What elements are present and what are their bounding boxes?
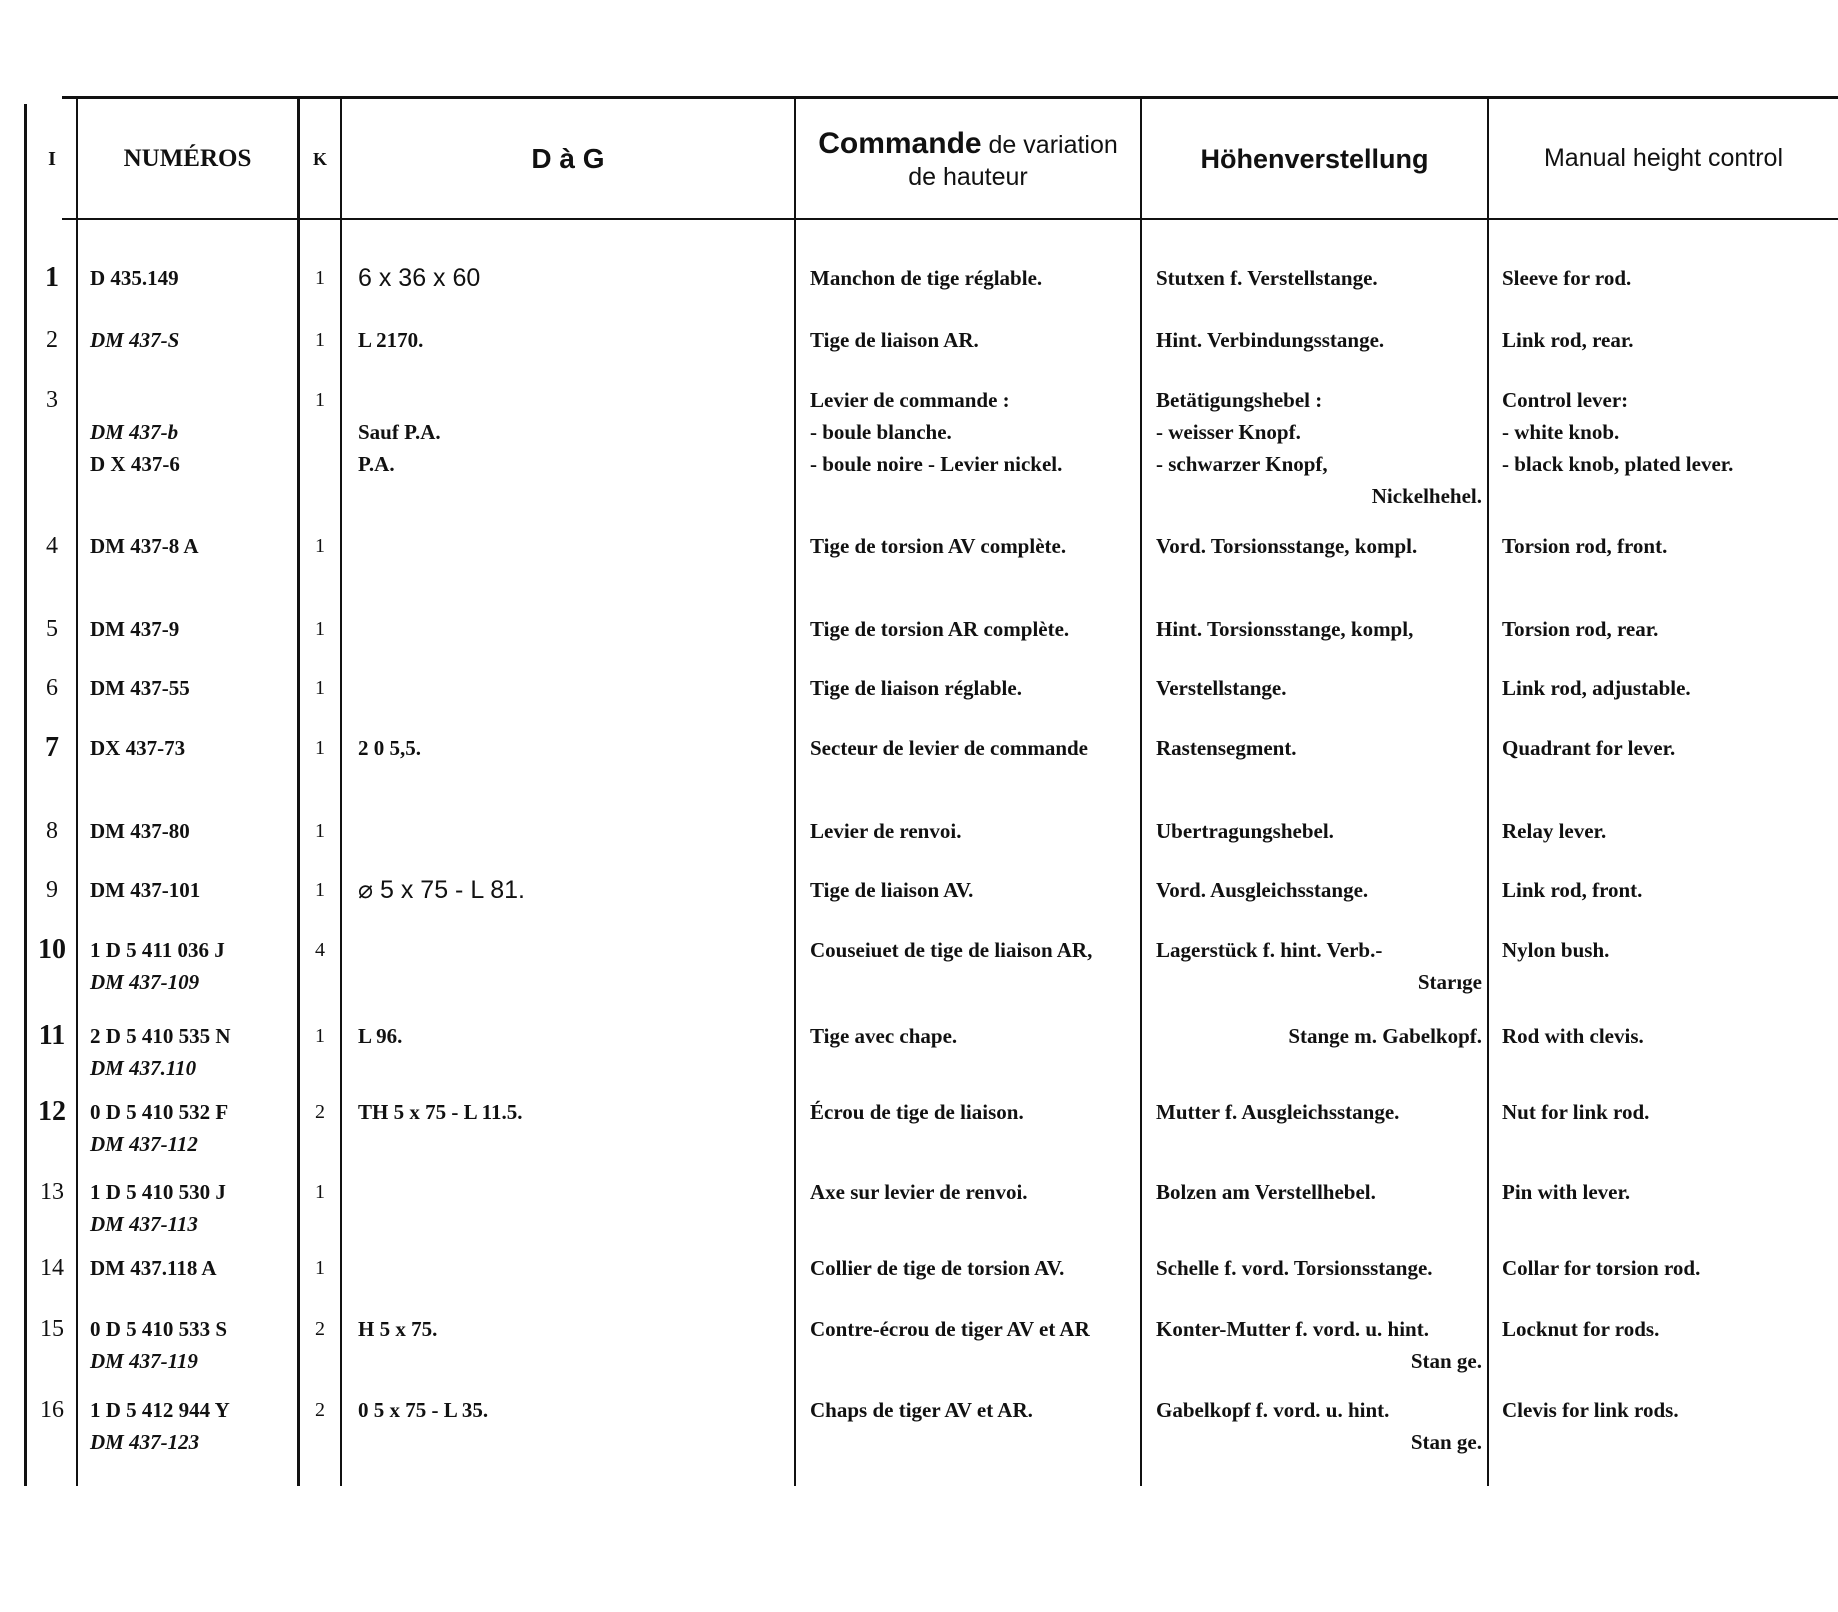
description-de — [1156, 613, 1482, 645]
description-fr — [810, 874, 1140, 906]
row-quantity: 1 — [315, 1257, 325, 1279]
description-fr — [810, 672, 1140, 704]
description-fr — [810, 384, 1140, 480]
description-en — [1502, 384, 1832, 480]
part-number — [90, 1252, 295, 1284]
description-fr-line: Secteur de levier de commande — [810, 736, 1088, 760]
dimension-line — [358, 1176, 788, 1208]
description-de-line: Hint. Verbindungsstange. — [1156, 328, 1385, 352]
part-number-line: 2 D 5 410 535 N — [90, 1024, 231, 1048]
description-fr — [810, 1020, 1140, 1052]
description-fr — [810, 815, 1140, 847]
description-fr — [810, 1176, 1140, 1208]
part-number — [90, 934, 295, 998]
header-en: Manual height control — [1543, 144, 1784, 173]
description-en-line: Sleeve for rod. — [1502, 266, 1632, 290]
dimension-line: ⌀ 5 x 75 - L 81. — [358, 876, 525, 904]
part-number-line: D X 437-6 — [90, 452, 180, 476]
row-quantity: 1 — [315, 389, 325, 411]
dimension-line — [358, 613, 788, 645]
part-number — [90, 1313, 295, 1377]
description-de-line: Stange m. Gabelkopf. — [1288, 1024, 1482, 1048]
description-fr-line: Levier de commande : — [810, 388, 1010, 412]
header-fr — [796, 98, 1140, 220]
description-en-line: Relay lever. — [1502, 819, 1607, 843]
dimension — [358, 384, 788, 480]
dimension-line: H 5 x 75. — [358, 1317, 438, 1341]
part-number — [90, 1176, 295, 1240]
part-number-line: DM 437-9 — [90, 617, 180, 641]
description-de-line: Stutxen f. Verstellstange. — [1156, 266, 1378, 290]
description-fr — [810, 732, 1140, 764]
dimension-line: 0 5 x 75 - L 35. — [358, 1398, 489, 1422]
description-de — [1156, 1176, 1482, 1208]
description-en-line: Link rod, rear. — [1502, 328, 1634, 352]
part-number-line: DM 437-109 — [90, 970, 200, 994]
description-de — [1156, 1313, 1482, 1377]
description-fr-line: - boule noire - Levier nickel. — [810, 452, 1063, 476]
description-en-line: Control lever: — [1502, 388, 1629, 412]
col-divider-4 — [794, 98, 796, 1486]
description-de-line: Bolzen am Verstellhebel. — [1156, 1180, 1376, 1204]
row-index: 5 — [46, 616, 58, 642]
dimension-line — [358, 530, 788, 562]
dimension-line — [358, 672, 788, 704]
part-number — [90, 815, 295, 847]
row-quantity: 1 — [315, 737, 325, 759]
row-index: 9 — [46, 877, 58, 903]
description-fr-line: Tige de liaison AV. — [810, 878, 974, 902]
description-en — [1502, 324, 1832, 356]
description-de-line: Stan ge. — [1410, 1430, 1482, 1454]
description-de — [1156, 530, 1482, 562]
part-number-line: 1 D 5 410 530 J — [90, 1180, 226, 1204]
row-quantity: 2 — [315, 1399, 325, 1421]
part-number-line: DX 437-73 — [90, 736, 186, 760]
description-fr-line: Chaps de tiger AV et AR. — [810, 1398, 1033, 1422]
dimension — [358, 815, 788, 847]
row-index: 6 — [46, 675, 58, 701]
description-en — [1502, 1394, 1832, 1426]
description-fr — [810, 613, 1140, 645]
description-en — [1502, 1020, 1832, 1052]
part-number-line: DM 437.110 — [90, 1056, 197, 1080]
description-en — [1502, 672, 1832, 704]
description-de-line: Vord. Ausgleichsstange. — [1156, 878, 1369, 902]
description-fr-line: Manchon de tige réglable. — [810, 266, 1043, 290]
dimension-line: P.A. — [358, 452, 395, 476]
part-number-line: DM 437-55 — [90, 676, 190, 700]
description-de — [1156, 324, 1482, 356]
dimension — [358, 672, 788, 704]
description-de-line: Verstellstange. — [1156, 676, 1287, 700]
row-quantity: 4 — [315, 939, 325, 961]
description-de-line: Betätigungshebel : — [1156, 388, 1323, 412]
description-de — [1156, 1252, 1482, 1284]
dimension-line: L 2170. — [358, 328, 424, 352]
row-quantity: 1 — [315, 618, 325, 640]
row-index: 15 — [40, 1316, 64, 1342]
row-index: 7 — [45, 732, 59, 763]
description-en-line: Locknut for rods. — [1502, 1317, 1660, 1341]
dimension — [358, 934, 788, 966]
dimension — [358, 1313, 788, 1345]
description-de — [1156, 934, 1482, 998]
part-number-line: DM 437-8 A — [90, 534, 199, 558]
description-en — [1502, 613, 1832, 645]
description-en — [1502, 874, 1832, 906]
description-fr — [810, 1096, 1140, 1128]
row-index: 16 — [40, 1397, 64, 1423]
part-number-line: DM 437-80 — [90, 819, 190, 843]
dimension — [358, 324, 788, 356]
description-fr — [810, 1313, 1140, 1345]
row-quantity: 1 — [315, 267, 325, 289]
description-en — [1502, 934, 1832, 966]
col-divider-6 — [1487, 98, 1489, 1486]
description-fr-line: Axe sur levier de renvoi. — [810, 1180, 1028, 1204]
part-number-line: DM 437-123 — [90, 1430, 200, 1454]
header-index: I — [48, 147, 56, 170]
dimension-line — [358, 815, 788, 847]
row-index: 3 — [46, 387, 58, 413]
description-fr — [810, 934, 1140, 966]
dimension-line: L 96. — [358, 1024, 403, 1048]
header-k: K — [312, 148, 327, 169]
dimension — [358, 1252, 788, 1284]
description-fr-line: Tige de liaison AR. — [810, 328, 979, 352]
description-de-line: Gabelkopf f. vord. u. hint. — [1156, 1398, 1390, 1422]
header-fr-bold: Commande — [818, 126, 982, 160]
description-fr-line: Écrou de tige de liaison. — [810, 1100, 1024, 1124]
row-quantity: 1 — [315, 1025, 325, 1047]
row-quantity: 1 — [315, 329, 325, 351]
dimension — [358, 1096, 788, 1128]
description-en-line: Pin with lever. — [1502, 1180, 1631, 1204]
part-number — [90, 874, 295, 906]
description-fr — [810, 530, 1140, 562]
part-number-line: DM 437-b — [90, 420, 179, 444]
row-index: 10 — [38, 934, 66, 965]
part-number-line: 0 D 5 410 533 S — [90, 1317, 228, 1341]
description-de-line: Vord. Torsionsstange, kompl. — [1156, 534, 1418, 558]
part-number-line: DM 437-112 — [90, 1132, 198, 1156]
part-number — [90, 384, 295, 480]
part-number — [90, 732, 295, 764]
row-index: 13 — [40, 1179, 64, 1205]
description-de-line: Schelle f. vord. Torsionsstange. — [1156, 1256, 1433, 1280]
description-en — [1502, 815, 1832, 847]
description-fr — [810, 1252, 1140, 1284]
part-number — [90, 1096, 295, 1160]
description-de-line: Hint. Torsionsstange, kompl, — [1156, 617, 1414, 641]
description-fr-line: Tige de liaison réglable. — [810, 676, 1022, 700]
part-number-line: 0 D 5 410 532 F — [90, 1100, 229, 1124]
header-fr-line1 — [818, 125, 1118, 163]
description-fr-line: - boule blanche. — [810, 420, 952, 444]
description-fr — [810, 262, 1140, 294]
part-number — [90, 1394, 295, 1458]
dimension — [358, 874, 788, 906]
description-fr — [810, 1394, 1140, 1426]
description-de-line: - weisser Knopf. — [1156, 420, 1301, 444]
row-index: 11 — [38, 1020, 66, 1051]
description-fr-line: Levier de renvoi. — [810, 819, 962, 843]
row-quantity: 1 — [315, 820, 325, 842]
header-numeros: NUMÉROS — [123, 145, 252, 172]
description-de-line: - schwarzer Knopf, — [1156, 452, 1328, 476]
dimension-line: TH 5 x 75 - L 11.5. — [358, 1100, 523, 1124]
description-en-line: Torsion rod, front. — [1502, 534, 1668, 558]
part-number-line: DM 437-S — [90, 328, 180, 352]
part-number — [90, 1020, 295, 1084]
description-de — [1156, 732, 1482, 764]
header-fr-line2: de hauteur — [908, 163, 1028, 192]
header-fr-rest: de variation — [988, 130, 1118, 159]
dimension-line — [358, 934, 788, 966]
col-divider-5 — [1140, 98, 1142, 1486]
dimension — [358, 1020, 788, 1052]
description-de-line: Starıge — [1417, 970, 1482, 994]
description-en-line: Torsion rod, rear. — [1502, 617, 1659, 641]
row-index: 14 — [40, 1255, 64, 1281]
description-en-line: - black knob, plated lever. — [1502, 452, 1734, 476]
description-en — [1502, 262, 1832, 294]
description-de — [1156, 1394, 1482, 1458]
description-fr-line: Couseiuet de tige de liaison AR, — [810, 938, 1093, 962]
part-number — [90, 262, 295, 294]
description-de-line: Stan ge. — [1410, 1349, 1482, 1373]
header-dg: D à G — [531, 143, 605, 174]
part-number-line: DM 437-101 — [90, 878, 201, 902]
part-number — [90, 672, 295, 704]
row-index: 2 — [46, 327, 58, 353]
row-quantity: 1 — [315, 535, 325, 557]
description-de — [1156, 815, 1482, 847]
dimension — [358, 530, 788, 562]
description-fr — [810, 324, 1140, 356]
description-en — [1502, 732, 1832, 764]
col-divider-2 — [297, 98, 300, 1486]
dimension — [358, 1176, 788, 1208]
dimension — [358, 732, 788, 764]
part-number — [90, 530, 295, 562]
description-en — [1502, 1096, 1832, 1128]
dimension-line — [358, 1252, 788, 1284]
description-fr-line: Collier de tige de torsion AV. — [810, 1256, 1065, 1280]
part-number-line: DM 437.118 A — [90, 1256, 217, 1280]
description-fr-line: Tige de torsion AV complète. — [810, 534, 1067, 558]
description-de-line: Konter-Mutter f. vord. u. hint. — [1156, 1317, 1429, 1341]
description-fr-line: Tige avec chape. — [810, 1024, 958, 1048]
row-index: 12 — [38, 1096, 66, 1127]
row-quantity: 2 — [315, 1101, 325, 1123]
description-de — [1156, 672, 1482, 704]
dimension-line: Sauf P.A. — [358, 420, 441, 444]
row-quantity: 1 — [315, 677, 325, 699]
part-number-line: DM 437-113 — [90, 1212, 198, 1236]
part-number-line — [90, 384, 295, 416]
col-divider-3 — [340, 98, 342, 1486]
description-en-line: Quadrant for lever. — [1502, 736, 1676, 760]
part-number — [90, 324, 295, 356]
part-number-line: 1 D 5 411 036 J — [90, 938, 225, 962]
description-de-line: Lagerstück f. hint. Verb.- — [1156, 938, 1383, 962]
description-en-line: Nut for link rod. — [1502, 1100, 1650, 1124]
description-de — [1156, 1096, 1482, 1128]
row-quantity: 1 — [315, 879, 325, 901]
description-de — [1156, 384, 1482, 512]
header-de: Höhenverstellung — [1200, 143, 1429, 174]
description-en-line: Nylon bush. — [1502, 938, 1610, 962]
description-en-line: Clevis for link rods. — [1502, 1398, 1679, 1422]
description-en-line: Collar for torsion rod. — [1502, 1256, 1701, 1280]
description-de-line: Nickelhehel. — [1371, 484, 1482, 508]
description-en — [1502, 530, 1832, 562]
part-number-line: 1 D 5 412 944 Y — [90, 1398, 230, 1422]
description-en-line: Rod with clevis. — [1502, 1024, 1644, 1048]
description-en-line: Link rod, front. — [1502, 878, 1643, 902]
description-fr-line: Contre-écrou de tiger AV et AR — [810, 1317, 1090, 1341]
part-number — [90, 613, 295, 645]
row-quantity: 1 — [315, 1181, 325, 1203]
description-de — [1156, 262, 1482, 294]
description-en-line: - white knob. — [1502, 420, 1620, 444]
part-number-line: DM 437-119 — [90, 1349, 198, 1373]
description-de-line: Mutter f. Ausgleichsstange. — [1156, 1100, 1400, 1124]
description-en — [1502, 1176, 1832, 1208]
description-en — [1502, 1313, 1832, 1345]
dimension-line: 6 x 36 x 60 — [358, 264, 481, 292]
dimension-line: 2 0 5,5. — [358, 736, 421, 760]
description-de-line: Rastensegment. — [1156, 736, 1297, 760]
row-quantity: 2 — [315, 1318, 325, 1340]
dimension — [358, 613, 788, 645]
dimension — [358, 1394, 788, 1426]
description-en — [1502, 1252, 1832, 1284]
row-index: 8 — [46, 818, 58, 844]
row-index: 4 — [46, 533, 58, 559]
description-de — [1156, 874, 1482, 906]
dimension-line — [358, 384, 788, 416]
description-fr-line: Tige de torsion AR complète. — [810, 617, 1070, 641]
description-en-line: Link rod, adjustable. — [1502, 676, 1691, 700]
description-de-line: Ubertragungshebel. — [1156, 819, 1334, 843]
description-de — [1156, 1020, 1482, 1052]
dimension — [358, 262, 788, 294]
part-number-line: D 435.149 — [90, 266, 179, 290]
row-index: 1 — [45, 262, 59, 293]
